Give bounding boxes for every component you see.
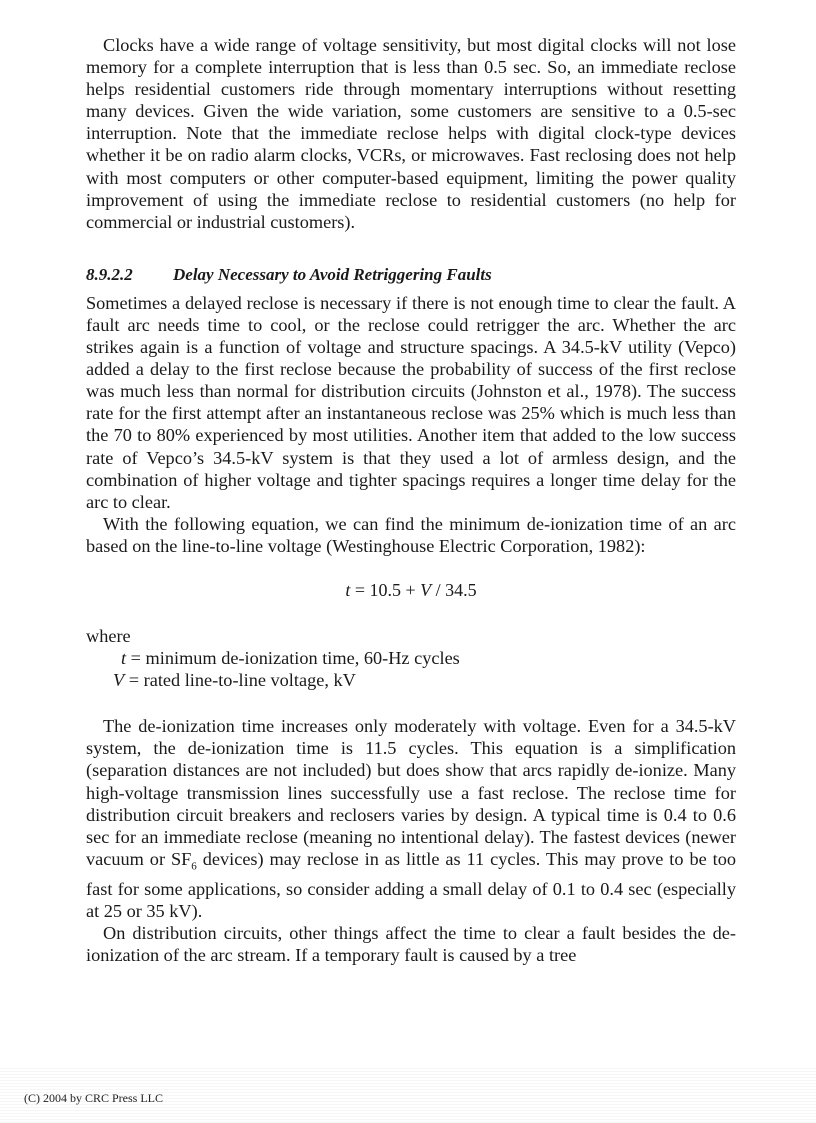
section-title: Delay Necessary to Avoid Retriggering Faults [173,264,492,284]
sf6-subscript: 6 [191,860,197,873]
deion-text-a: The de-ionization time increases only moderately with voltage. Even for a 34.5-kV system, the de-ionization time is 11.5 cycles. This equation is a simplification (separation distances are not included) but does show that arcs rapidly de-ionize. Many high-voltage transmission lines successfully use a fast reclose. The reclose time for distribution circuit breakers and reclosers varies by design. A typical time is 0.4 to 0.6 sec for an immediate reclose (meaning no intentional delay). The fastest devices (newer vacuum or SF [86,716,736,869]
paragraph-equation-intro: With the following equation, we can find the minimum de-ionization time of an arc based on the line-to-line voltage (Westinghouse Electric Corporation, 1982): [86,513,736,556]
definition-symbol: t [121,648,127,669]
page-content [86,34,736,966]
equation-var: V [420,579,432,600]
deion-text-b: devices) may reclose in as little as 11 cycles. This may prove to be too fast for some applications, so consider adding a small delay of 0.1 to 0.4 sec (especially at 25 or 35 kV). [86,848,736,921]
equation-lhs: t [345,579,351,600]
paragraph-delayed-reclose: Sometimes a delayed reclose is necessary if there is not enough time to clear the fault. A fault arc needs time to cool, or the reclose could retrigger the arc. Whether the arc strikes again is a function of voltage and structure spacings. A 34.5-kV utility (Vepco) added a delay to the first reclose because the probability of success of the first reclose was much less than normal for distribution circuits (Johnston et al., 1978). The success rate for the first attempt after an instantaneous reclose was 25% which is much less than the 70 to 80% experienced by most utilities. Another item that added to the low success rate of Vepco’s 34.5-kV system is that they used a lot of armless design, and the combination of higher voltage and tighter spacings requires a longer time delay for the arc to clear. [86,292,736,512]
definition-t [113,647,736,669]
definition-v [113,669,736,691]
section-number: 8.9.2.2 [86,264,133,284]
paragraph-gap [86,691,736,715]
where-label: where [86,625,131,646]
equation-rhs-b: / 34.5 [431,579,477,600]
equation [86,579,736,601]
definition-text: = rated line-to-line voltage, kV [124,670,356,691]
paragraph-clocks: Clocks have a wide range of voltage sensitivity, but most digital clocks will not lose memory for a complete interruption that is less than 0.5 sec. So, an immediate reclose helps residential customers ride through momentary interruptions without resetting many devices. Given the wide variation, some customers are sensitive to a 0.5-sec interruption. Note that the immediate reclose helps with digital clock-type devices whether it be on radio alarm clocks, VCRs, or microwaves. Fast reclosing does not help with most computers or other computer-based equipment, limiting the power quality improvement of using the immediate reclose to residential customers (no help for commercial or industrial customers). [86,35,736,232]
section-heading [86,264,736,286]
definition-list [86,647,736,691]
section-gap [86,233,736,264]
paragraph-deionization [86,715,736,922]
paragraph-distribution: On distribution circuits, other things affect the time to clear a fault besides the de-ionization of the arc stream. If a temporary fault is caused by a tree [86,922,736,965]
definition-symbol: V [113,670,125,691]
footer-copyright: (C) 2004 by CRC Press LLC [24,1091,164,1105]
equation-rhs-a: = 10.5 + [350,579,421,600]
definition-text: = minimum de-ionization time, 60-Hz cycles [126,648,460,669]
